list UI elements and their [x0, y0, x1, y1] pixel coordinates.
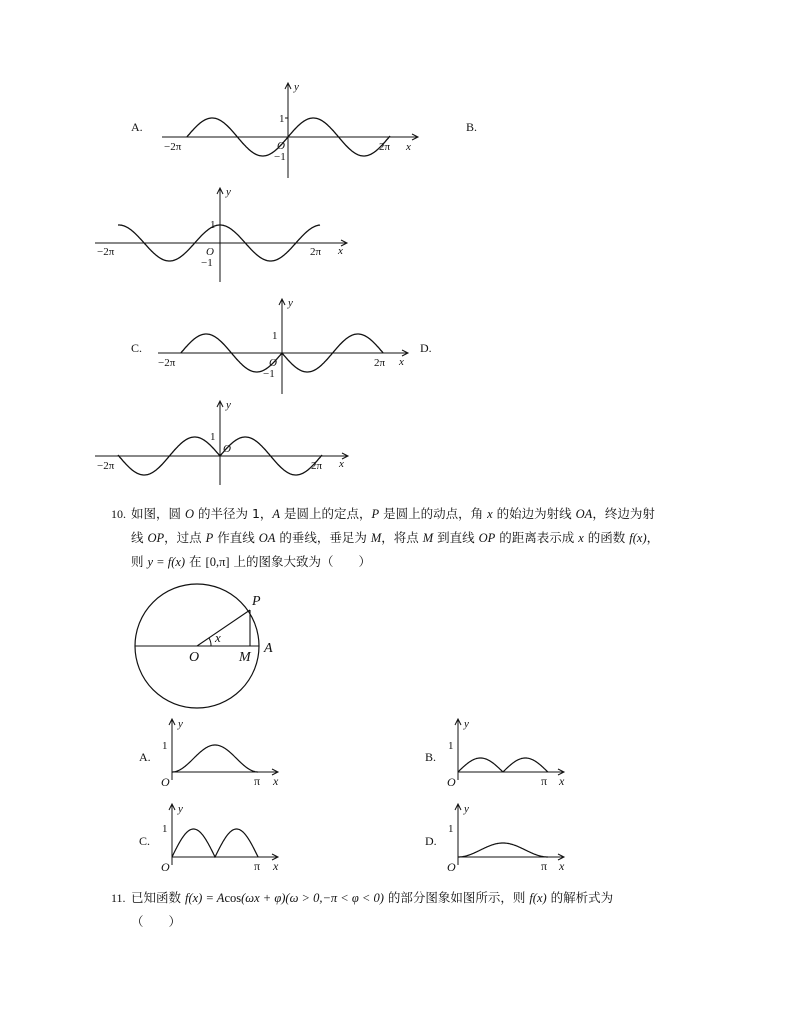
tick-neg-two-pi: −2π — [164, 141, 182, 153]
point-p-label: P — [252, 594, 261, 609]
q10-stem — [131, 502, 731, 574]
origin-label: O — [223, 443, 231, 455]
origin-label: O — [206, 246, 214, 258]
text: ， — [646, 530, 660, 545]
tick-one: 1 — [162, 740, 168, 752]
math-p: P — [205, 531, 214, 545]
q11-line-1 — [131, 886, 751, 910]
x-axis-label: x — [406, 141, 411, 153]
q11-stem — [131, 886, 751, 933]
x-axis-label: x — [338, 245, 343, 257]
q10-option-a-label: A. — [139, 750, 151, 764]
math-p: P — [371, 507, 380, 521]
math-op: OP — [147, 531, 165, 545]
q9-graph-a — [150, 78, 430, 180]
math-o: O — [184, 507, 195, 521]
math-fx: f(x) — [629, 531, 647, 545]
text: 的函数 — [583, 530, 630, 545]
tick-pi: π — [254, 859, 261, 873]
tick-neg-one: −1 — [201, 257, 213, 269]
math-a: A — [272, 507, 281, 521]
tick-two-pi: 2π — [310, 246, 322, 258]
tick-two-pi: 2π — [374, 357, 386, 369]
q10-line-2 — [131, 526, 731, 550]
text: 的半径为 1， — [194, 506, 273, 521]
tick-two-pi: 2π — [379, 141, 391, 153]
text: 在 — [185, 554, 206, 569]
q10-graph-d — [444, 800, 574, 875]
tick-two-pi: 2π — [311, 460, 323, 472]
tick-one: 1 — [448, 740, 454, 752]
q10-option-b-label: B. — [425, 750, 437, 764]
text: 如图，圆 — [131, 506, 185, 521]
tick-pi: π — [541, 859, 548, 873]
q10-line-1 — [131, 502, 731, 526]
y-axis-label: y — [178, 803, 183, 815]
origin-label: O — [447, 860, 456, 874]
text: 到直线 — [433, 530, 479, 545]
text: 则 — [131, 554, 148, 569]
origin-label: O — [161, 860, 170, 874]
q10-circle-figure — [128, 582, 288, 712]
q10-graph-a — [158, 715, 288, 790]
math-x: x — [487, 507, 493, 521]
origin-label: O — [447, 775, 456, 789]
option-a-label: A. — [131, 120, 143, 134]
tick-neg-two-pi: −2π — [97, 246, 115, 258]
tick-pi: π — [254, 774, 261, 788]
math-fx: f(x) = A — [184, 891, 225, 905]
y-axis-label: y — [288, 297, 293, 309]
math-cos: cos — [224, 891, 242, 905]
y-axis-label: y — [178, 718, 183, 730]
q9-graph-d — [90, 397, 360, 487]
q10-line-3 — [131, 550, 731, 574]
q10-option-d-label: D. — [425, 834, 437, 848]
math-m: M — [422, 531, 434, 545]
tick-neg-two-pi: −2π — [97, 460, 115, 472]
text: ，过点 — [164, 530, 206, 545]
text: 线 — [131, 530, 148, 545]
x-axis-label: x — [399, 356, 404, 368]
y-axis-label: y — [464, 718, 469, 730]
text: 已知函数 — [131, 890, 185, 905]
q10-graph-c — [158, 800, 288, 875]
point-o-label: O — [189, 650, 200, 665]
origin-label: O — [277, 140, 285, 152]
q9-graph-b — [90, 183, 360, 285]
x-axis-label: x — [273, 859, 279, 873]
text: 是圆上的定点， — [280, 506, 372, 521]
tick-one: 1 — [279, 113, 285, 125]
math-m: M — [370, 531, 382, 545]
point-m-label: M — [239, 650, 251, 665]
math-eq: y = f(x) — [147, 555, 186, 569]
x-axis-label: x — [339, 458, 344, 470]
math-oa: OA — [258, 531, 276, 545]
text: 上的图象大致为（ ） — [229, 554, 372, 569]
tick-one: 1 — [448, 823, 454, 835]
option-b-label: B. — [466, 120, 478, 134]
point-a-label: A — [264, 641, 273, 656]
tick-one: 1 — [272, 330, 278, 342]
text: ，终边为射 — [592, 506, 655, 521]
y-axis-label: y — [294, 81, 299, 93]
tick-one: 1 — [210, 219, 216, 231]
text: 是圆上的动点，角 — [379, 506, 488, 521]
q10-number: 10. — [111, 507, 126, 521]
math-fx: f(x) — [529, 891, 547, 905]
x-axis-label: x — [559, 774, 565, 788]
y-axis-label: y — [226, 399, 231, 411]
origin-label: O — [269, 357, 277, 369]
q9-graph-c — [150, 295, 420, 397]
math-x: x — [578, 531, 584, 545]
text: 的始边为射线 — [492, 506, 576, 521]
q10-graph-b — [444, 715, 574, 790]
y-axis-label: y — [226, 186, 231, 198]
tick-pi: π — [541, 774, 548, 788]
math-interval: [0,π] — [205, 555, 230, 569]
option-d-label: D. — [420, 341, 432, 355]
q10-option-c-label: C. — [139, 834, 151, 848]
q11-line-2: （ ） — [131, 914, 182, 929]
math-arg: (ωx + φ)(ω > 0,−π < φ < 0) — [241, 891, 384, 905]
option-c-label: C. — [131, 341, 143, 355]
tick-one: 1 — [210, 431, 216, 443]
x-axis-label: x — [273, 774, 279, 788]
y-axis-label: y — [464, 803, 469, 815]
text: 的距离表示成 — [495, 530, 579, 545]
text: 的解析式为 — [546, 890, 614, 905]
math-op: OP — [478, 531, 496, 545]
text: ，将点 — [381, 530, 423, 545]
angle-x-label: x — [215, 630, 221, 645]
text: 作直线 — [213, 530, 259, 545]
tick-neg-two-pi: −2π — [158, 357, 176, 369]
tick-one: 1 — [162, 823, 168, 835]
x-axis-label: x — [559, 859, 565, 873]
tick-neg-one: −1 — [263, 368, 275, 380]
text: 的部分图象如图所示，则 — [383, 890, 530, 905]
tick-neg-one: −1 — [274, 151, 286, 163]
q11-number: 11. — [111, 891, 126, 905]
math-oa: OA — [575, 507, 593, 521]
origin-label: O — [161, 775, 170, 789]
text: 的垂线，垂足为 — [275, 530, 371, 545]
